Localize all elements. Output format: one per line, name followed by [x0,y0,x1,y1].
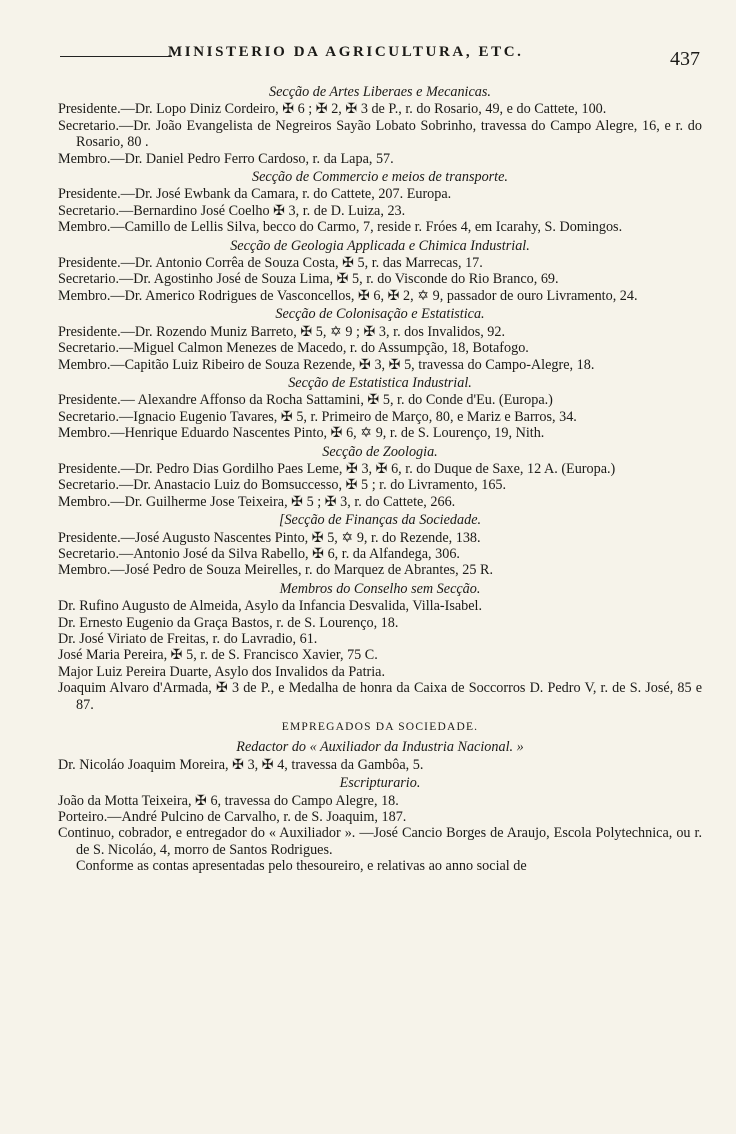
header-title: MINISTERIO DA AGRICULTURA, ETC. [168,44,524,60]
section-entry: Secretario.—Antonio José da Silva Rabello, ✠ 6, r. da Alfandega, 306. [58,545,460,562]
section-entry: Presidente.—José Augusto Nascentes Pinto, ✠ 5, ✡ 9, r. do Rezende, 138. [58,529,481,546]
employees-heading: EMPREGADOS DA SOCIEDADE. [281,721,479,734]
page-number: 437 [670,48,700,70]
section-entry: Membro.—Dr. Guilherme Jose Teixeira, ✠ 5 ; ✠ 3, r. do Cattete, 266. [58,493,456,510]
section-entry: Membro.—José Pedro de Souza Meirelles, r. do Marquez de Abrantes, 25 R. [58,562,493,579]
closing-line: Conforme as contas apresentadas pelo thesoureiro, e relativas ao anno social de [76,858,527,875]
section-heading: Secção de Colonisação e Estatistica. [275,306,485,323]
section-entry: Presidente.—Dr. Rozendo Muniz Barreto, ✠ 5, ✡ 9 ; ✠ 3, r. dos Invalidos, 92. [58,323,506,340]
redactor-heading: Redactor do « Auxiliador da Industria Nacional. » [236,739,524,756]
section-entry: Presidente.— Alexandre Affonso da Rocha Sattamini, ✠ 5, r. do Conde d'Eu. (Europa.) [58,392,553,409]
continuo-entry: Continuo, cobrador, e entregador do « Auxiliador ». —José Cancio Borges de Araujo, Escola Polytechnica, ou r. de S. Nicoláo, 4, morro de Santos Rodrigues. [58,825,702,858]
section-entry: Membro.—Camillo de Lellis Silva, becco do Carmo, 7, reside r. Fróes 4, em Icarahy, S. Domingos. [58,219,623,236]
section-financas [58,512,702,579]
section-heading: Membros do Conselho sem Secção. [279,580,481,597]
council-member: José Maria Pereira, ✠ 5, r. de S. Francisco Xavier, 75 C. [58,647,378,664]
escripturario-heading: Escripturario. [339,775,421,792]
section-entry: Membro.—Dr. Daniel Pedro Ferro Cardoso, r. da Lapa, 57. [58,150,394,167]
section-heading: Secção de Artes Liberaes e Mecanicas. [269,84,491,100]
porteiro-entry: Porteiro.—André Pulcino de Carvalho, r. de S. Joaquim, 187. [58,809,407,826]
section-colonisacao [58,306,702,373]
section-estatistica-industrial [58,375,702,442]
employees-section [58,719,702,875]
section-heading: Secção de Commercio e meios de transporte. [252,169,508,186]
council-member: Dr. Ernesto Eugenio da Graça Bastos, r. de S. Lourenço, 18. [58,614,399,631]
page-body [58,82,702,875]
section-zoologia [58,444,702,511]
section-entry: Membro.—Henrique Eduardo Nascentes Pinto, ✠ 6, ✡ 9, r. de S. Lourenço, 19, Nith. [58,425,545,442]
redactor-entry: Dr. Nicoláo Joaquim Moreira, ✠ 3, ✠ 4, travessa da Gambôa, 5. [58,756,424,773]
section-entry: Secretario.—Dr. João Evangelista de Negreiros Sayão Lobato Sobrinho, travessa do Campo Alegre, 16, e r. do Rosario, 80 . [58,117,702,151]
section-geologia [58,238,702,305]
section-entry: Secretario.—Dr. Agostinho José de Souza Lima, ✠ 5, r. do Visconde do Rio Branco, 69. [58,271,559,288]
section-commercio [58,169,702,236]
section-entry: Secretario.—Ignacio Eugenio Tavares, ✠ 5, r. Primeiro de Março, 80, e Mariz e Barros, 34. [58,408,577,425]
section-heading: [Secção de Finanças da Sociedade. [278,512,482,529]
section-entry: Presidente.—Dr. José Ewbank da Camara, r. do Cattete, 207. Europa. [58,186,452,203]
section-entry: Presidente.—Dr. Lopo Diniz Cordeiro, ✠ 6 ; ✠ 2, ✠ 3 de P., r. do Rosario, 49, e do Cattete, 100. [58,101,607,118]
section-conselho [58,581,702,713]
section-entry: Membro.—Capitão Luiz Ribeiro de Souza Rezende, ✠ 3, ✠ 5, travessa do Campo-Alegre, 18. [58,356,595,373]
section-entry: Presidente.—Dr. Pedro Dias Gordilho Paes Leme, ✠ 3, ✠ 6, r. do Duque de Saxe, 12 A. (Europa.) [58,460,616,477]
section-heading: Secção de Geologia Applicada e Chimica Industrial. [230,237,530,254]
section-entry: Secretario.—Bernardino José Coelho ✠ 3, r. de D. Luiza, 23. [58,202,406,219]
section-entry: Secretario.—Dr. Anastacio Luiz do Bomsuccesso, ✠ 5 ; r. do Livramento, 165. [58,477,507,494]
section-heading: Secção de Estatistica Industrial. [288,374,472,391]
council-member: Major Luiz Pereira Duarte, Asylo dos Invalidos da Patria. [58,663,386,680]
council-member: Dr. Rufino Augusto de Almeida, Asylo da Infancia Desvalida, Villa-Isabel. [58,598,483,615]
section-artes [58,84,702,167]
section-entry: Presidente.—Dr. Antonio Corrêa de Souza Costa, ✠ 5, r. das Marrecas, 17. [58,255,483,272]
council-member: Joaquim Alvaro d'Armada, ✠ 3 de P., e Medalha de honra da Caixa de Soccorros D. Pedro V, r. de S. José, 85 e 87. [58,680,702,713]
header-rule [60,56,172,57]
section-entry: Membro.—Dr. Americo Rodrigues de Vasconcellos, ✠ 6, ✠ 2, ✡ 9, passador de ouro Livramento, 24. [58,287,638,304]
council-member: Dr. José Viriato de Freitas, r. do Lavradio, 61. [58,631,318,647]
running-header [60,40,700,70]
section-heading: Secção de Zoologia. [322,443,438,460]
escripturario-entry: João da Motta Teixeira, ✠ 6, travessa do Campo Alegre, 18. [58,792,399,809]
section-entry: Secretario.—Miguel Calmon Menezes de Macedo, r. do Assumpção, 18, Botafogo. [58,340,529,357]
